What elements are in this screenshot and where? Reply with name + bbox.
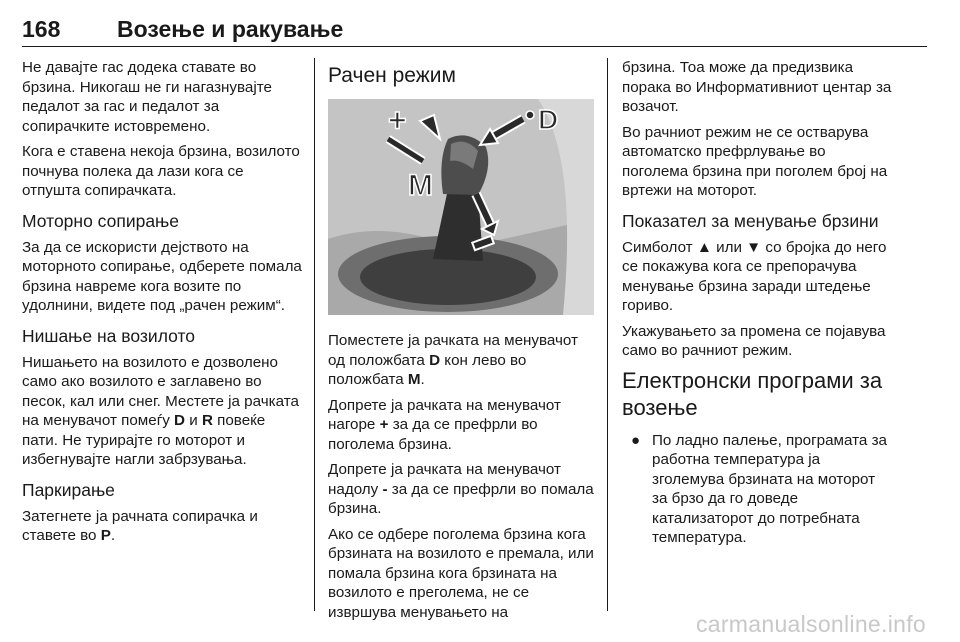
paragraph-shift-up: Допрете ја рачката на менувачот нагоре + за да се префрли во поголема брзина. [328,396,561,453]
figure-label-m: M [408,169,433,202]
column-divider [607,58,608,611]
heading-shift-indicator: Показател за менување брзини [622,210,879,231]
list-item: ● По ладно палење, програмата за работна температура ја зголемува брзината на моторот за брзо да го доведе катализаторот до потребната температура. [631,431,887,546]
column-left [22,58,304,552]
paragraph-no-auto-upshift: Во рачниот режим не се остварува автоматско префрлување во поголема брзина при поголем број на вртежи на моторот. [622,123,888,199]
paragraph-shift-down: Допрете ја рачката на менувачот надолу - за да се префрли во помала брзина. [328,461,594,517]
page-header [22,6,927,47]
paragraph-rocking: Нишањето на возилото е дозволено само ако возилото е заглавено во песок, кал или снег. Местете ја рачката на менувачот помеѓу D и R повеќе пати. Не турирајте го моторот и избегнувајте нагли забрзувања. [22,353,299,468]
paragraph-gas-warning: Не давајте гас додека ставате во брзина. Никогаш не ги нагазнувајте педалот за гас и педалот за сопирачките истовремено. [22,59,272,135]
bullet-icon: ● [631,431,641,449]
paragraph-shift-symbol: Симболот ▲ или ▼ со бројка до него се покажува кога се препорачува менување брзина заради штедење гориво. [622,238,887,314]
column-right [622,58,892,554]
heading-rocking: Нишање на возилото [22,325,196,346]
column-middle [328,58,594,628]
heading-parking: Паркирање [22,479,115,500]
page-number: 168 [22,16,61,42]
column-divider [314,58,315,611]
gear-lever-illustration [328,99,594,315]
paragraph-creep: Кога е ставена некоја брзина, возилото почнува полека да лази кога се отпушта сопирачката. [22,143,300,199]
paragraph-shift-rejected: Ако се одбере поголема брзина кога брзината на возилото е премала, или помала брзина кога брзината на возилото е преголема, не се извршува менувањето на [328,525,594,621]
paragraph-driver-info: брзина. Тоа може да предизвика порака во Информативниот центар за возачот. [622,59,892,115]
figure-label-plus: + [388,102,407,138]
paragraph-indicator-manual: Укажувањето за промена се појавува само во рачниот режим. [622,322,886,359]
watermark: carmanualsonline.info [695,611,926,637]
paragraph-engine-braking: За да се искористи дејството на моторното сопирање, одберете помала брзина навреме кога возите по удолнини, видете под „рачен режим“. [22,238,302,314]
paragraph-move-to-m: Поместете ја рачката на менувачот од положбата D кон лево во положбата M. [328,332,578,388]
heading-manual-mode: Рачен режим [328,64,456,87]
figure-label-d: D [538,104,559,135]
page-title: Возење и ракување [117,16,344,42]
paragraph-parking: Затегнете ја рачната сопирачка и ставете во P. [22,507,258,544]
heading-electronic-programs: Електронски програми за возење [622,367,883,420]
heading-engine-braking: Моторно сопирање [22,210,180,231]
